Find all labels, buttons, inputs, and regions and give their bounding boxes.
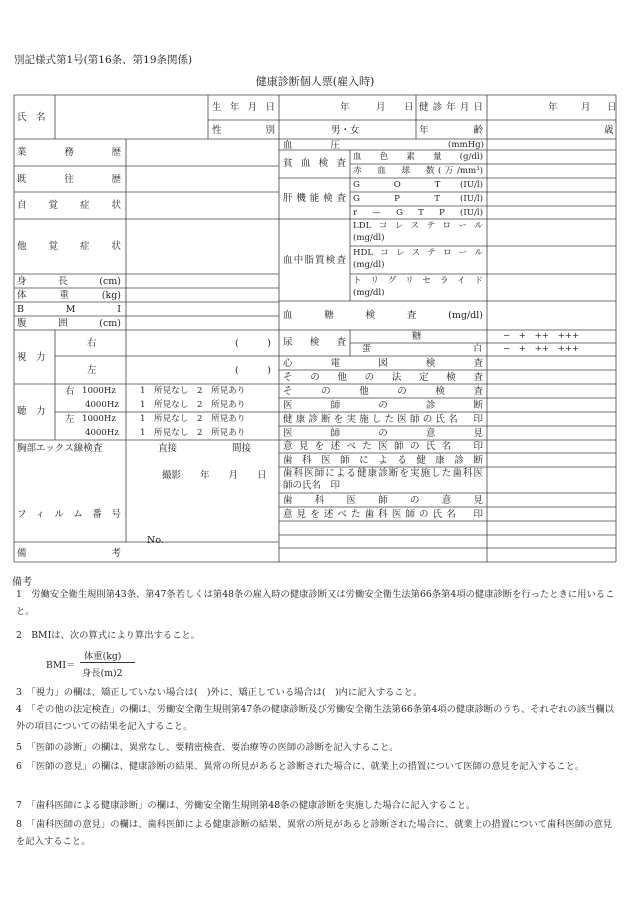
xray-direct-label: 直接 [158, 443, 178, 454]
dental-opinion-name-label: 意見を述べた歯科医師の氏名 印 [283, 509, 483, 520]
work-history-label: 業 務 歴 [17, 147, 121, 158]
height-label: 身 長 (cm) [17, 276, 121, 287]
exam-day-unit: 日 [607, 102, 617, 113]
note-5: 5 「医師の診断」の欄は、異常なし、要精密検査、要治療等の医師の診断を記入すること。 [16, 742, 399, 753]
note-3: 3 「視力」の欄は、矯正していない場合は( )外に、矯正している場合は( )内に記入すること。 [16, 687, 423, 698]
hearing-right-1000-options: 1 所見なし 2 所見あり [140, 386, 246, 396]
ecg-label: 心 電 図 検 査 [283, 358, 483, 369]
hearing-left-4000hz: 4000Hz [85, 428, 119, 438]
examining-doctor-name-label: 健康診断を実施した医師の氏名 印 [283, 414, 483, 425]
exam-year-unit: 年 [548, 102, 558, 113]
note-7: 7 「歯科医師による健康診断」の欄は、労働安全衛生規則第48条の健康診断を実施した場合に記入すること。 [16, 800, 476, 811]
anemia-test-label: 貧血検査 [283, 158, 346, 169]
xray-indirect-label: 間接 [232, 443, 252, 454]
urine-test-label: 尿 検 査 [283, 337, 346, 348]
note-4: 4 「その他の法定検査」の欄は、労働安全衛生規則第47条の健康診断及び労働安全衛生法第66条第4項の健康診断のうち、それぞれの該当欄以外の項目についての結果を記入すること。 [16, 704, 614, 732]
weight-label: 体 重 (kg) [17, 290, 121, 301]
birth-year-unit: 年 [340, 102, 350, 113]
exam-date-label: 健診年月日 [419, 102, 483, 113]
birth-day-unit: 日 [404, 102, 414, 113]
ldl-label: LDLコレステロール [353, 221, 483, 231]
birth-month-unit: 月 [376, 102, 386, 113]
bmi-formula-denominator: 身長(m)2 [82, 668, 123, 679]
other-tests-label: そ の 他 の 検 査 [283, 386, 483, 397]
name-label: 氏 名 [17, 112, 46, 123]
blood-pressure-label: 血 圧 [283, 140, 341, 151]
blood-lipid-label: 血中脂質検査 [283, 255, 346, 266]
hearing-left-label: 左 [65, 414, 75, 425]
age-label: 年 齢 [419, 125, 483, 136]
vision-right-label: 右 [87, 338, 97, 349]
birthdate-label: 生 年 月 日 [212, 102, 275, 113]
urine-protein-scale: − + ++ +++ [503, 344, 580, 354]
note-1: 1 労働安全衛生規則第43条、第47条若しくは第48条の雇入時の健康診断又は労働安全衛生法第66条第4項の健康診断を行ったときに用いること。 [16, 589, 615, 617]
chest-xray-label: 胸部エックス線検査 [17, 443, 103, 454]
gpt-label: G P T (IU/l) [353, 194, 483, 204]
doctor-opinion-label: 医 師 の 意 見 [283, 428, 483, 439]
document-title: 健康診断個人票(雇入時) [255, 75, 375, 88]
hearing-left-1000-options: 1 所見なし 2 所見あり [140, 414, 246, 424]
film-number-label: フィルム番号 [17, 509, 121, 520]
ldl-unit: (mg/dl) [353, 233, 385, 243]
triglyceride-label: トリグリセライド [353, 276, 483, 286]
film-no-prefix: No. [147, 535, 164, 546]
xray-photo-date: 撮影 年 月 日 [162, 470, 267, 481]
note-6: 6 「医師の意見」の欄は、健康診断の結果、異常の所見があると診断された場合に、就業上の措置について医師の意見を記入すること。 [16, 761, 585, 772]
dental-doctor-name-label: 歯科医師による健康診断を実施した歯科医 [283, 468, 483, 479]
rbc-count-label: 赤 血 球 数(万/mm³) [353, 166, 483, 176]
vision-left-label: 左 [87, 365, 97, 376]
sex-label: 性 別 [212, 125, 275, 136]
hdl-unit: (mg/dl) [353, 260, 385, 270]
dental-opinion-label: 歯 科 医 師 の 意 見 [283, 495, 483, 506]
exam-month-unit: 月 [581, 102, 591, 113]
ggtp-label: r — G T P (IU/l) [353, 208, 483, 218]
sex-value: 男・女 [331, 125, 360, 136]
hdl-label: HDLコレステロール [353, 248, 483, 258]
hearing-right-4000hz: 4000Hz [85, 400, 119, 410]
vision-right-paren: ( ) [235, 338, 271, 349]
note-2: 2 BMIは、次の算式により算出すること。 [16, 630, 200, 641]
hearing-right-label: 右 [65, 386, 75, 397]
objective-symptoms-label: 他 覚 症 状 [17, 241, 121, 252]
vision-left-paren: ( ) [235, 365, 271, 376]
bmi-label: B M I [17, 304, 121, 315]
other-legal-tests-label: そ の 他 の 法 定 検 査 [283, 372, 483, 383]
hearing-label: 聴 力 [17, 406, 46, 417]
bmi-fraction-bar [80, 662, 135, 663]
notes-title: 備考 [12, 577, 32, 588]
bmi-formula-numerator: 体重(kg) [84, 651, 122, 662]
urine-protein-label: 蛋 白 [362, 344, 482, 354]
past-history-label: 既 往 歴 [17, 174, 121, 185]
form-number-label: 別記様式第1号(第16条、第19条関係) [14, 54, 193, 66]
urine-sugar-label: 糖 [412, 331, 422, 342]
blood-pressure-unit: (mmHg) [448, 140, 484, 150]
got-label: G O T (IU/l) [353, 180, 483, 190]
note-8: 8 「歯科医師の意見」の欄は、歯科医師による健康診断の結果、異常の所見があると診断された場合に、就業上の措置について歯科医師の意見を記入すること。 [16, 819, 613, 847]
doctor-diagnosis-label: 医 師 の 診 断 [283, 400, 483, 411]
opinion-doctor-name-label: 意見を述べた医師の氏名 印 [283, 441, 483, 452]
triglyceride-unit: (mg/dl) [353, 288, 385, 298]
age-unit: 歳 [604, 125, 614, 136]
hearing-right-4000-options: 1 所見なし 2 所見あり [140, 400, 246, 410]
bmi-formula-lhs: BMI＝ [46, 660, 76, 671]
hearing-left-4000-options: 1 所見なし 2 所見あり [140, 428, 246, 438]
hemoglobin-label: 血 色 素 量 (g/dl) [353, 152, 483, 162]
blood-sugar-label: 血 糖 検 査 (mg/dl) [283, 310, 483, 321]
hearing-left-1000hz: 1000Hz [82, 414, 116, 424]
waist-label: 腹 囲 (cm) [17, 318, 121, 329]
dental-doctor-name-label-2: 師の氏名 印 [283, 480, 341, 491]
urine-sugar-scale: − + ++ +++ [503, 331, 580, 341]
vision-label: 視 力 [17, 352, 46, 363]
hearing-right-1000hz: 1000Hz [82, 386, 116, 396]
dental-exam-label: 歯科医師による健康診断 [283, 455, 483, 466]
liver-function-label: 肝機能検査 [283, 193, 346, 204]
remarks-label: 備 考 [17, 548, 121, 559]
subjective-symptoms-label: 自 覚 症 状 [17, 200, 121, 211]
